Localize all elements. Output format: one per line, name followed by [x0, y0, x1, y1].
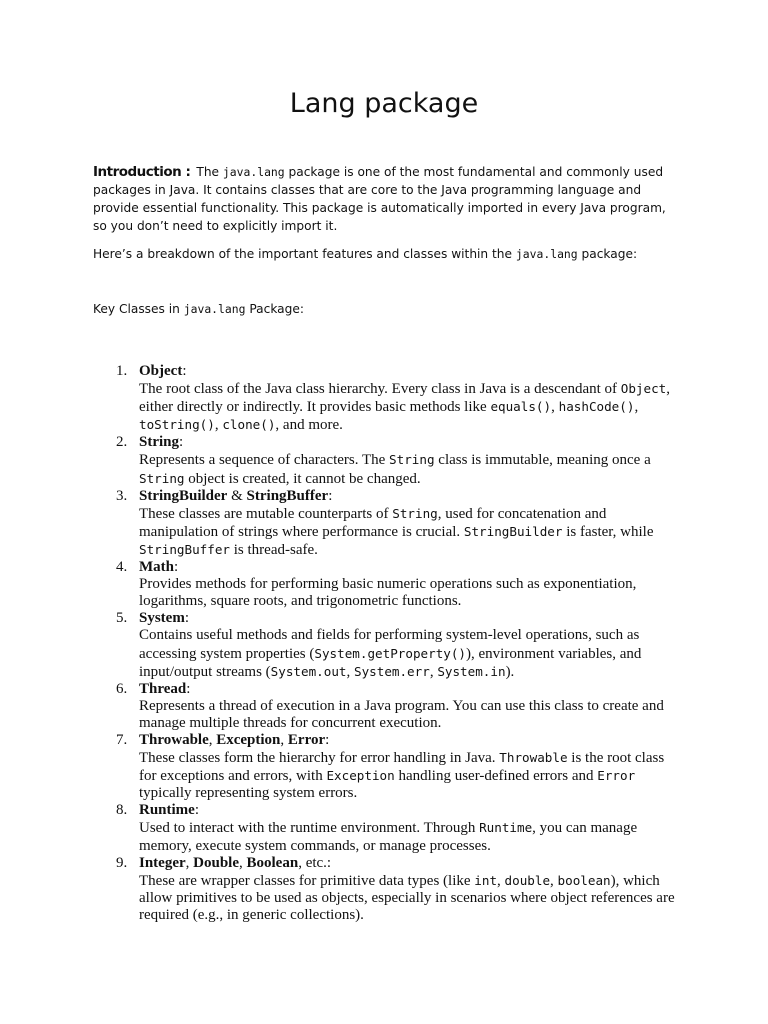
item-description	[139, 505, 675, 559]
desc-text: ,	[214, 417, 223, 434]
intro-lead: Introduction :	[93, 164, 191, 180]
item-description	[139, 627, 675, 680]
key-classes-text: Key Classes in	[93, 302, 184, 316]
breakdown-text: Here’s a breakdown of the important features and classes within the	[93, 247, 516, 261]
desc-text: Provides methods for performing basic numeric operations such as exponentiation, logarithms, square roots, and trigonometric functions.	[139, 576, 637, 610]
heading-punct: :	[328, 487, 333, 504]
desc-text: Represents a thread of execution in a Java program. You can use this class to create and manage multiple threads for concurrent execution.	[139, 697, 664, 731]
list-item-object	[0, 363, 675, 434]
list-item-thread	[0, 681, 675, 732]
list-item-math	[0, 559, 675, 610]
list-number: 3.	[116, 487, 128, 504]
desc-code: System.getProperty()	[314, 645, 467, 661]
desc-text: , used for concatenation and manipulation of strings where performance is crucial.	[139, 505, 607, 540]
item-description	[139, 451, 675, 487]
list-number: 8.	[116, 802, 128, 819]
key-classes-heading	[93, 300, 683, 318]
item-description	[139, 576, 675, 610]
intro-paragraph	[93, 163, 683, 235]
desc-code: Runtime	[479, 820, 533, 836]
heading-punct: ,	[185, 854, 194, 871]
desc-code: StringBuilder	[463, 523, 563, 539]
desc-text: ,	[550, 872, 558, 889]
heading-punct: :	[182, 363, 187, 379]
desc-code: toString()	[139, 417, 215, 433]
item-description	[139, 819, 675, 854]
heading-punct: &	[227, 487, 247, 504]
item-heading	[139, 434, 675, 451]
heading-punct: :	[174, 559, 179, 576]
desc-code: int	[474, 872, 498, 888]
breakdown-code: java.lang	[515, 247, 578, 261]
list-item-stringbuilder	[0, 488, 675, 559]
class-name: Throwable	[139, 731, 209, 748]
item-description	[139, 749, 675, 802]
class-name: Error	[287, 731, 326, 748]
list-number: 4.	[116, 559, 128, 576]
heading-punct: ,	[239, 854, 247, 871]
item-heading	[139, 559, 675, 576]
heading-punct: :	[194, 802, 200, 819]
list-number: 7.	[116, 731, 128, 748]
intro-text: The	[196, 165, 223, 179]
intro-code: java.lang	[222, 165, 285, 179]
desc-code: equals()	[490, 399, 552, 415]
desc-text: The root class of the Java class hierarchy. Every class in Java is a descendant of	[139, 381, 621, 398]
item-heading	[139, 855, 675, 872]
list-item-wrappers	[0, 855, 675, 924]
desc-text: ,	[346, 663, 354, 680]
class-name: Integer	[139, 854, 186, 871]
desc-text: These classes are mutable counterparts of	[139, 505, 393, 522]
key-classes-text: Package:	[245, 302, 304, 316]
item-description	[139, 872, 675, 924]
list-item-string	[0, 434, 675, 487]
desc-text: ,	[497, 872, 505, 889]
list-number: 9.	[116, 854, 128, 871]
desc-text: Contains useful methods and fields for performing system-level operations, such as accessing system properties (	[139, 627, 640, 662]
item-description	[139, 698, 675, 732]
class-name: Double	[193, 854, 239, 871]
item-heading	[139, 732, 675, 749]
desc-text: class is immutable, meaning once a	[434, 452, 651, 469]
breakdown-text: package:	[577, 247, 638, 261]
breakdown-paragraph	[93, 245, 683, 263]
class-name: String	[139, 434, 180, 451]
desc-text: is thread-safe.	[230, 541, 318, 558]
key-classes-code: java.lang	[183, 302, 246, 316]
desc-code: Throwable	[499, 750, 568, 766]
desc-code: Error	[597, 768, 636, 784]
list-item-runtime	[0, 802, 675, 854]
desc-code: double	[504, 872, 551, 888]
list-number: 6.	[116, 680, 128, 697]
desc-text: ).	[505, 663, 515, 680]
list-number: 2.	[116, 434, 128, 451]
class-name: Exception	[216, 731, 281, 748]
desc-text: ,	[634, 399, 639, 416]
desc-code: System.err	[353, 663, 430, 679]
desc-text: , and more.	[275, 417, 343, 434]
heading-punct: :	[325, 731, 330, 748]
item-heading	[139, 610, 675, 627]
list-number: 1.	[116, 363, 128, 379]
desc-code: String	[139, 470, 185, 486]
class-name: StringBuilder	[139, 487, 228, 504]
desc-code: System.in	[437, 663, 506, 679]
desc-code: StringBuffer	[139, 541, 230, 557]
desc-text: Used to interact with the runtime environment. Through	[139, 820, 480, 837]
class-name: Runtime	[139, 802, 195, 819]
class-name: System	[139, 610, 185, 627]
class-name: Boolean	[246, 854, 299, 871]
class-name: Math	[139, 559, 174, 576]
heading-punct: :	[179, 434, 184, 451]
desc-text: ,	[429, 663, 438, 680]
list-item-throwable	[0, 732, 675, 802]
desc-text: object is created, it cannot be changed.	[184, 470, 421, 487]
item-heading	[139, 488, 675, 505]
desc-text: Represents a sequence of characters. The	[139, 452, 390, 469]
desc-text: ), which allow primitives to be used as objects, especially in scenarios where object references are required (e.g., in generic collections).	[139, 872, 675, 923]
desc-text: ,	[551, 399, 559, 416]
heading-punct: ,	[280, 731, 288, 748]
item-description	[139, 380, 675, 434]
list-number: 5.	[116, 610, 128, 627]
intro-text: package is one of the most fundamental and commonly used packages in Java. It contains classes that are core to the Java programming language and provide essential functionality. This package is automatically imported in every Java program, so you don’t need to explicitly import it.	[93, 165, 666, 233]
class-name: Object	[139, 363, 183, 379]
desc-code: boolean	[557, 872, 611, 888]
desc-code: String	[389, 452, 435, 468]
desc-code: Object	[620, 381, 667, 397]
list-item-system	[0, 610, 675, 680]
desc-text: is the root class for exceptions and errors, with	[139, 750, 665, 785]
class-name: StringBuffer	[246, 487, 329, 504]
desc-code: Exception	[326, 768, 395, 784]
desc-text: handling user-defined errors and	[394, 768, 598, 785]
desc-code: System.out	[270, 663, 347, 679]
page-title: Lang package	[289, 88, 479, 119]
class-list	[0, 363, 768, 924]
item-heading	[139, 681, 675, 698]
desc-code: String	[392, 505, 438, 521]
desc-code: clone()	[222, 417, 276, 433]
item-heading	[139, 802, 675, 819]
desc-text: , you can manage memory, execute system commands, or manage processes.	[139, 820, 638, 854]
heading-punct: :	[186, 680, 191, 697]
desc-text: These are wrapper classes for primitive data types (like	[139, 872, 475, 889]
desc-text: These classes form the hierarchy for error handling in Java.	[139, 750, 500, 767]
desc-code: hashCode()	[558, 399, 635, 415]
class-name: Thread	[139, 680, 187, 697]
desc-text: , either directly or indirectly. It provides basic methods like	[139, 381, 671, 416]
heading-punct: :	[184, 610, 189, 627]
desc-text: typically representing system errors.	[139, 785, 358, 802]
desc-text: is faster, while	[562, 523, 654, 540]
desc-text: ), environment variables, and input/output streams (	[139, 645, 642, 680]
item-heading	[139, 363, 675, 380]
heading-punct: , etc.:	[298, 854, 332, 871]
heading-punct: ,	[208, 731, 217, 748]
